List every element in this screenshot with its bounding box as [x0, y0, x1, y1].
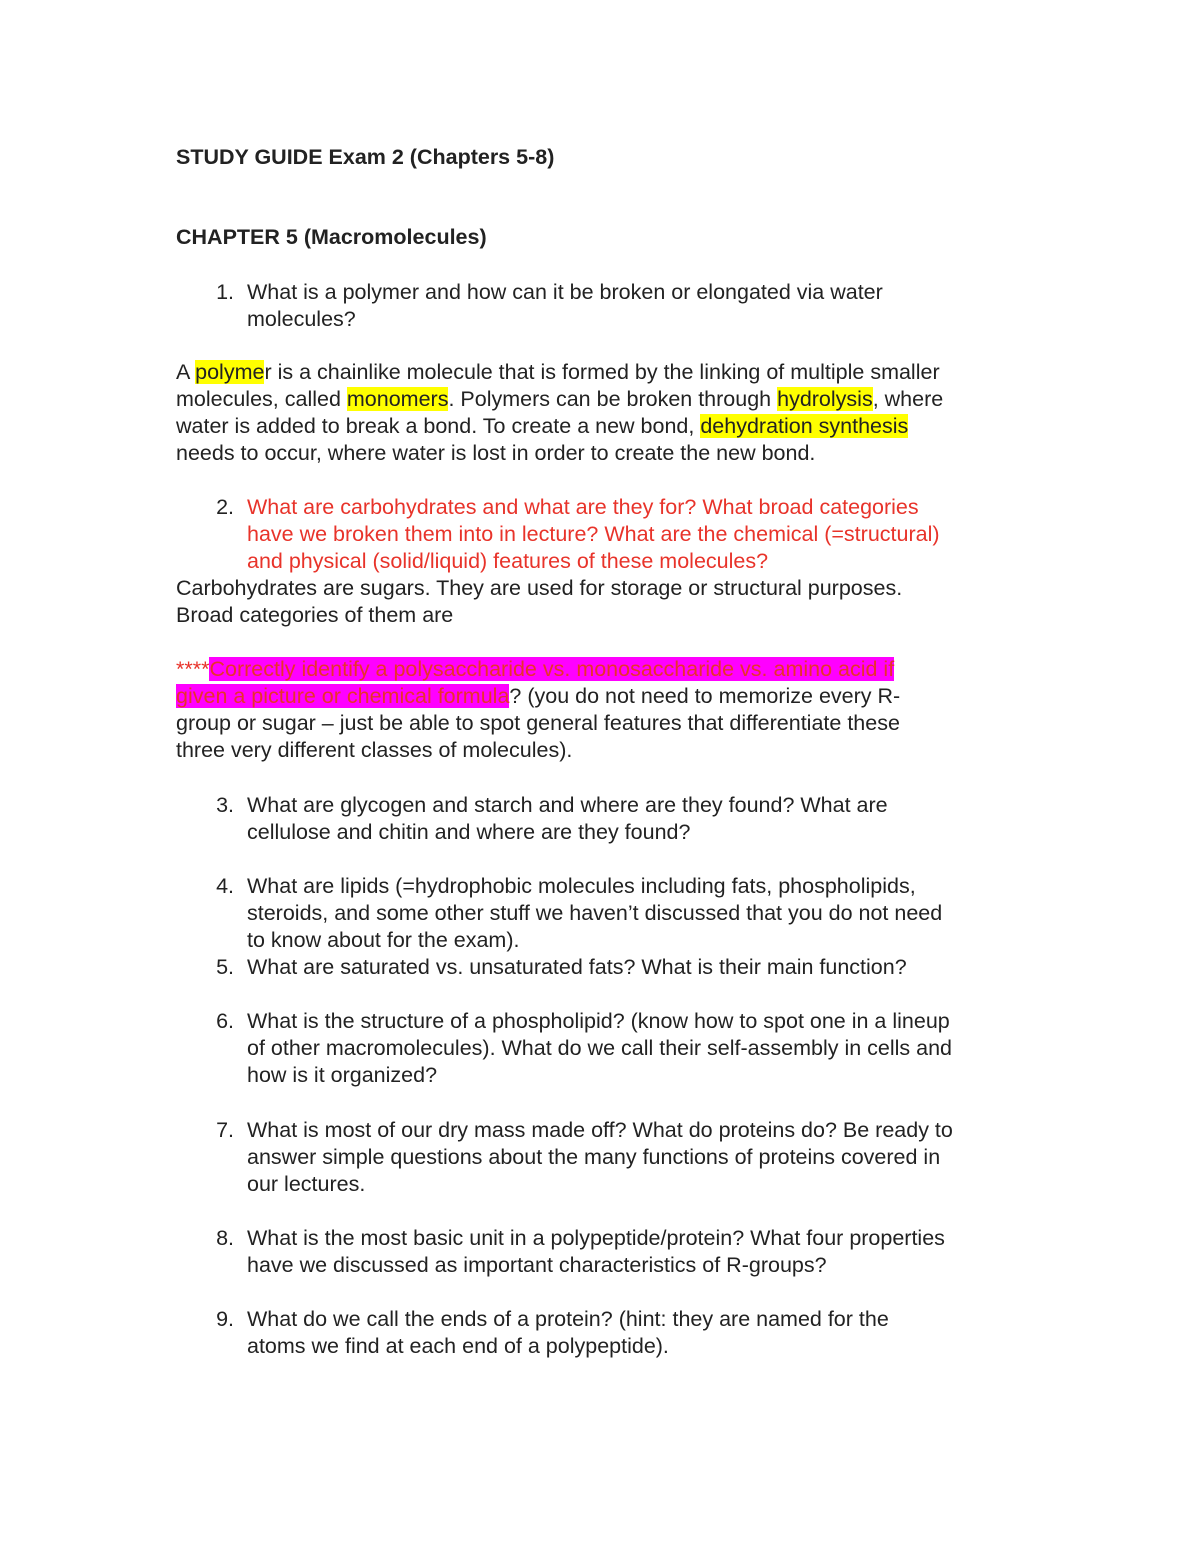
note-line: [176, 656, 1036, 683]
question-number: 5.: [216, 955, 234, 979]
question-line: What are saturated vs. unsaturated fats? What is their main function?: [247, 955, 907, 979]
highlight-hydrolysis: hydrolysis: [777, 387, 873, 411]
question-line: and physical (solid/liquid) features of these molecules?: [247, 549, 769, 573]
question-line: What is most of our dry mass made off? What do proteins do? Be ready to: [247, 1118, 953, 1142]
question-number: 3.: [216, 793, 234, 817]
question-line: What are glycogen and starch and where are they found? What are: [247, 793, 888, 817]
question-text: [247, 873, 1047, 954]
question-line: What is a polymer and how can it be broken or elongated via water: [247, 280, 883, 304]
answer-line: molecules, called monomers. Polymers can be broken through hydrolysis, where: [176, 387, 944, 411]
question-text: [247, 494, 1047, 575]
note-line: given a picture or chemical formula? (you do not need to memorize every R-: [176, 684, 901, 708]
answer-line: Broad categories of them are: [176, 603, 454, 627]
answer-2: [176, 575, 1036, 629]
answer-1: [176, 359, 1036, 467]
question-number: 7.: [216, 1118, 234, 1142]
question-line: What do we call the ends of a protein? (hint: they are named for the: [247, 1307, 889, 1331]
answer-line: Carbohydrates are sugars. They are used for storage or structural purposes.: [176, 576, 903, 600]
question-line: have we discussed as important characteristics of R-groups?: [247, 1253, 827, 1277]
question-number: 1.: [216, 280, 234, 304]
question-text: [247, 1225, 1047, 1279]
question-text: [247, 954, 1047, 981]
answer-line: water is added to break a bond. To create a new bond, dehydration synthesis: [176, 414, 909, 438]
question-text: [247, 1117, 1047, 1198]
question-line: What are carbohydrates and what are they for? What broad categories: [247, 495, 919, 519]
answer-line: needs to occur, where water is lost in order to create the new bond.: [176, 441, 816, 465]
question-text: [247, 792, 1047, 846]
question-text: [247, 279, 1047, 333]
question-line: of other macromolecules). What do we call their self-assembly in cells and: [247, 1036, 953, 1060]
question-line: our lectures.: [247, 1172, 366, 1196]
question-line: cellulose and chitin and where are they found?: [247, 820, 691, 844]
highlight-picture-formula: given a picture or chemical formula: [176, 684, 510, 708]
highlight-dehydration-synthesis: dehydration synthesis: [700, 414, 909, 438]
note-line: group or sugar – just be able to spot general features that differentiate these: [176, 711, 900, 735]
question-line: to know about for the exam).: [247, 928, 520, 952]
question-line: molecules?: [247, 307, 356, 331]
question-text: [247, 1008, 1047, 1089]
question-line: answer simple questions about the many functions of proteins covered in: [247, 1145, 941, 1169]
chapter-heading: CHAPTER 5 (Macromolecules): [176, 225, 487, 249]
identify-note: [176, 656, 1036, 764]
question-line: atoms we find at each end of a polypeptide).: [247, 1334, 669, 1358]
question-number: 2.: [216, 495, 234, 519]
question-line: have we broken them into in lecture? What are the chemical (=structural): [247, 522, 940, 546]
highlight-polymer: polyme: [195, 360, 265, 384]
question-line: how is it organized?: [247, 1063, 438, 1087]
page-title: STUDY GUIDE Exam 2 (Chapters 5-8): [176, 145, 555, 169]
question-number: 8.: [216, 1226, 234, 1250]
question-number: 9.: [216, 1307, 234, 1331]
question-line: What are lipids (=hydrophobic molecules including fats, phospholipids,: [247, 874, 916, 898]
note-stars: ****: [176, 657, 210, 681]
question-number: 4.: [216, 874, 234, 898]
question-line: What is the structure of a phospholipid? (know how to spot one in a lineup: [247, 1009, 950, 1033]
answer-line: A polymer is a chainlike molecule that is formed by the linking of multiple smaller: [176, 360, 940, 384]
question-line: What is the most basic unit in a polypeptide/protein? What four properties: [247, 1226, 945, 1250]
highlight-monomers: monomers: [346, 387, 449, 411]
question-number: 6.: [216, 1009, 234, 1033]
highlight-identify: Correctly identify a polysaccharide vs. monosaccharide vs. amino acid if: [209, 657, 895, 681]
question-line: steroids, and some other stuff we haven’t discussed that you do not need: [247, 901, 943, 925]
question-text: [247, 1306, 1047, 1360]
note-line: three very different classes of molecules).: [176, 738, 573, 762]
